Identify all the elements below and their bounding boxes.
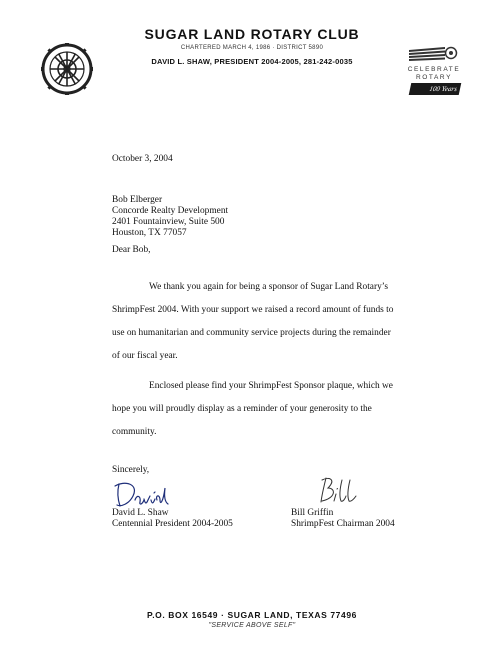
paragraph2-line: community.: [112, 427, 157, 437]
greeting: Dear Bob,: [112, 245, 151, 255]
club-name: SUGAR LAND ROTARY CLUB: [144, 26, 360, 42]
celebrate-line: CELEBRATE: [407, 66, 461, 73]
paragraph1-line: of our fiscal year.: [112, 351, 178, 361]
signatory-name: Bill Griffin: [291, 508, 334, 518]
celebrate-rotary-text: [404, 66, 464, 82]
recipient-company: Concorde Realty Development: [112, 206, 229, 216]
paragraph1-line: We thank you again for being a sponsor of Sugar Land Rotary’s: [149, 282, 389, 292]
years-badge: 100 Years: [409, 83, 462, 95]
recipient-name: Bob Elberger: [112, 195, 163, 205]
signature-bill-griffin: [316, 474, 362, 506]
letter-date: October 3, 2004: [112, 154, 173, 164]
signatory-name: David L. Shaw: [112, 508, 169, 518]
signature-david-shaw: [113, 478, 175, 512]
closing: Sincerely,: [112, 465, 150, 475]
signatory-title: ShrimpFest Chairman 2004: [291, 519, 395, 529]
president-line: DAVID L. SHAW, PRESIDENT 2004-2005, 281-242-0035: [151, 57, 353, 66]
footer-address: P.O. BOX 16549 · SUGAR LAND, TEXAS 77496: [147, 610, 357, 620]
paragraph1-line: use on humanitarian and community service projects during the remainder: [112, 328, 391, 338]
paragraph1-line: ShrimpFest 2004. With your support we raised a record amount of funds to: [112, 305, 394, 315]
footer-motto: "SERVICE ABOVE SELF": [208, 622, 296, 629]
recipient-street: 2401 Fountainview, Suite 500: [112, 217, 225, 227]
recipient-city: Houston, TX 77057: [112, 228, 187, 238]
rotary-line: ROTARY: [415, 74, 453, 81]
charter-info: CHARTERED MARCH 4, 1986 · DISTRICT 5890: [180, 45, 324, 51]
paragraph2-line: Enclosed please find your ShrimpFest Sponsor plaque, which we: [149, 381, 393, 391]
signatory-title: Centennial President 2004-2005: [112, 519, 233, 529]
paragraph2-line: hope you will proudly display as a reminder of your generosity to the: [112, 404, 372, 414]
